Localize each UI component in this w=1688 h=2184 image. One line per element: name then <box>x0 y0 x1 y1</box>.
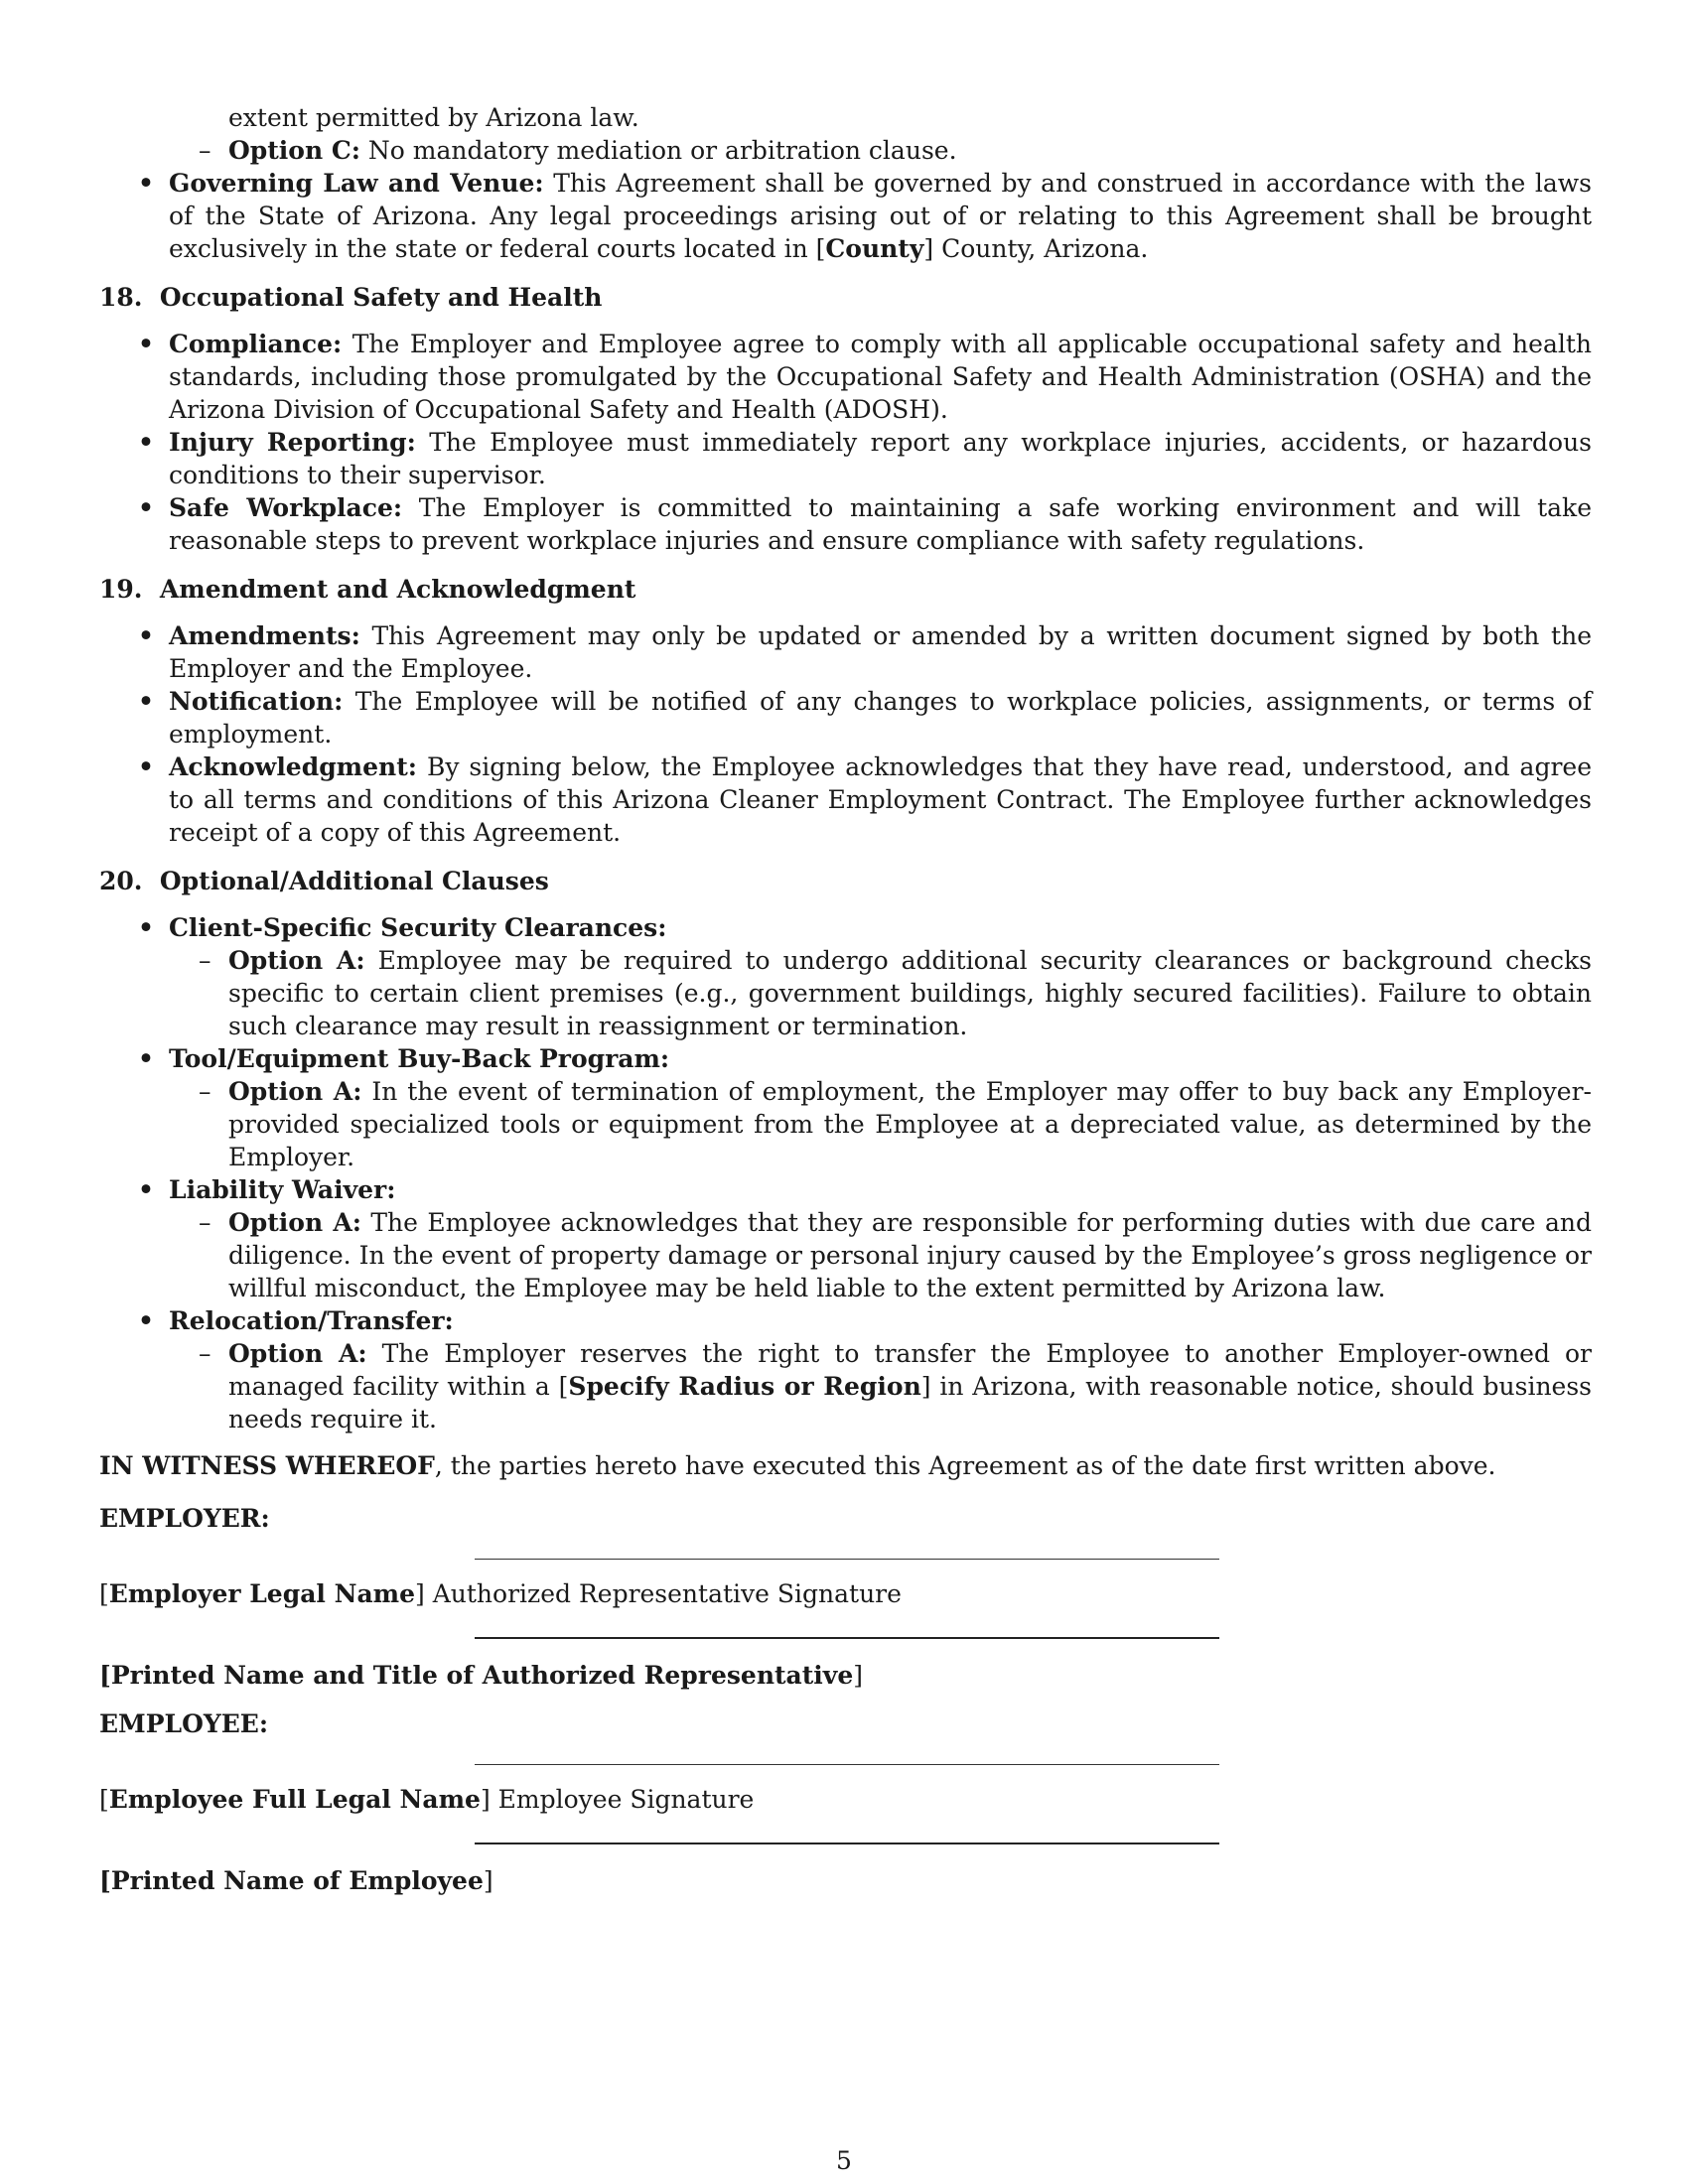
item-label: Relocation/Transfer: <box>169 1306 454 1335</box>
option-text: In the event of termination of employment, the Employer may offer to buy back any Employer-provided specialized tools or equipment from the Employee at a depreciated value, as determined by the Employer. <box>228 1077 1593 1171</box>
region-placeholder: Specify Radius or Region <box>568 1372 921 1401</box>
item-label: Injury Reporting: <box>169 428 416 457</box>
bullet-marker: • <box>138 493 154 522</box>
list-item <box>99 1173 1592 1206</box>
dash-marker: – <box>199 1339 211 1368</box>
list-item <box>99 328 1592 426</box>
item-text: The Employer and Employee agree to comply with all applicable occupational safety and health standards, including those promulgated by the Occupational Safety and Health Administration (OSHA) and the Arizona Division of Occupational Safety and Health (ADOSH). <box>169 330 1592 424</box>
section-19-list <box>99 619 1592 849</box>
item-text: This Agreement shall be governed by and construed in accordance with the laws of the State of Arizona. Any legal proceedings arising out of or relating to this Agreement shall be brought exclusively in the state or federal courts located in [ <box>169 169 1593 263</box>
list-item <box>99 426 1592 491</box>
option-label: Option A: <box>228 1208 361 1237</box>
option-item <box>99 1075 1592 1173</box>
item-text: By signing below, the Employee acknowledges that they have read, understood, and agree to all terms and conditions of this Arizona Cleaner Employment Contract. The Employee further acknowledges receipt of a copy of this Agreement. <box>169 752 1592 847</box>
list-item <box>99 619 1592 685</box>
printed-name-placeholder: Printed Name of Employee <box>110 1866 484 1895</box>
list-item <box>99 751 1592 849</box>
witness-clause <box>99 1449 1592 1482</box>
item-text: The Employee must immediately report any workplace injuries, accidents, or hazardous conditions to their supervisor. <box>169 428 1592 489</box>
dash-marker: – <box>199 1077 211 1106</box>
bullet-marker: • <box>138 687 154 716</box>
governing-law-item <box>99 167 1592 265</box>
bullet-marker: • <box>138 1175 154 1204</box>
item-label: Safe Workplace: <box>169 493 403 522</box>
bullet-marker: • <box>138 752 154 781</box>
item-label: Compliance: <box>169 330 343 358</box>
section-20-list <box>99 911 1592 1435</box>
employee-name-placeholder: Employee Full Legal Name <box>108 1785 481 1814</box>
dash-marker: – <box>199 1208 211 1237</box>
list-item <box>99 911 1592 944</box>
witness-text: , the parties hereto have executed this Agreement as of the date first written above. <box>434 1451 1496 1480</box>
item-label: Liability Waiver: <box>169 1175 396 1204</box>
employer-printed-name-line <box>475 1637 1219 1639</box>
employer-signature-line <box>475 1559 1219 1560</box>
option-text: The Employee acknowledges that they are responsible for performing duties with due care and diligence. In the event of property damage or personal injury caused by the Employee’s gross negligence or willful misconduct, the Employee may be held liable to the extent permitted by Arizona law. <box>228 1208 1593 1302</box>
bullet-marker: • <box>138 169 154 198</box>
option-text-end: ] in Arizona, with reasonable notice, should business needs require it. <box>228 1372 1593 1433</box>
item-label: Governing Law and Venue: <box>169 169 544 198</box>
option-item <box>99 944 1592 1042</box>
option-label: Option A: <box>228 1077 362 1106</box>
bullet-marker: • <box>138 428 154 457</box>
employer-label: EMPLOYER: <box>99 1504 270 1533</box>
bullet-marker: • <box>138 621 154 650</box>
employee-printed-name-line <box>475 1843 1219 1844</box>
bullet-marker: • <box>138 913 154 942</box>
list-item <box>99 685 1592 751</box>
option-item <box>99 1337 1592 1435</box>
employee-label: EMPLOYEE: <box>99 1709 269 1738</box>
county-placeholder: County <box>825 234 924 263</box>
employee-signature-caption: [Employee Full Legal Name] Employee Signature <box>99 1785 755 1814</box>
item-text: The Employee will be notified of any changes to workplace policies, assignments, or terms of employment. <box>169 687 1592 749</box>
bullet-marker: • <box>138 1044 154 1073</box>
section-20-heading: 20. Optional/Additional Clauses <box>99 867 549 895</box>
item-text: This Agreement may only be updated or amended by a written document signed by both the Employer and the Employee. <box>169 621 1592 683</box>
bullet-marker: • <box>138 330 154 358</box>
signature-caption-text: Employee Signature <box>490 1785 755 1814</box>
option-text: Employee may be required to undergo additional security clearances or background checks specific to certain client premises (e.g., government buildings, highly secured facilities). Failure to obtain such clearance may result in reassignment or termination. <box>228 946 1592 1040</box>
option-item <box>99 1206 1592 1304</box>
list-item <box>99 1042 1592 1075</box>
option-text: No mandatory mediation or arbitration clause. <box>359 136 957 165</box>
item-label: Client-Specific Security Clearances: <box>169 913 667 942</box>
carryover-line: extent permitted by Arizona law. <box>228 103 639 132</box>
employee-signature-line <box>475 1764 1219 1765</box>
option-c-item <box>99 134 1592 167</box>
employer-name-placeholder: Employer Legal Name <box>108 1579 416 1608</box>
item-label: Notification: <box>169 687 344 716</box>
dash-marker: – <box>199 136 211 165</box>
bullet-marker: • <box>138 1306 154 1335</box>
page-content <box>99 101 1592 1897</box>
dash-marker: – <box>199 946 211 975</box>
printed-name-placeholder: Printed Name and Title of Authorized Representative <box>110 1661 854 1690</box>
list-item <box>99 1304 1592 1337</box>
employee-printed-name-caption: [Printed Name of Employee] <box>99 1866 493 1895</box>
section-18-list <box>99 328 1592 557</box>
section-18-heading: 18. Occupational Safety and Health <box>99 283 603 312</box>
item-text-end: ] County, Arizona. <box>923 234 1149 263</box>
item-label: Acknowledgment: <box>169 752 417 781</box>
option-label: Option C: <box>228 136 360 165</box>
witness-bold: IN WITNESS WHEREOF <box>99 1451 435 1480</box>
option-text: The Employer reserves the right to transfer the Employee to another Employer-owned or managed facility within a [ <box>228 1339 1592 1401</box>
item-label: Tool/Equipment Buy-Back Program: <box>169 1044 670 1073</box>
section-19-heading: 19. Amendment and Acknowledgment <box>99 575 636 604</box>
option-label: Option A: <box>228 946 365 975</box>
item-label: Amendments: <box>169 621 360 650</box>
item-text: The Employer is committed to maintaining a safe working environment and will take reasonable steps to prevent workplace injuries and ensure compliance with safety regulations. <box>169 493 1593 555</box>
employer-printed-name-caption: [Printed Name and Title of Authorized Representative] <box>99 1661 863 1690</box>
list-item <box>99 491 1592 557</box>
page-number: 5 <box>836 2146 852 2175</box>
employer-signature-caption: [Employer Legal Name] Authorized Representative Signature <box>99 1579 902 1608</box>
option-label: Option A: <box>228 1339 367 1368</box>
signature-caption-text: Authorized Representative Signature <box>424 1579 902 1608</box>
